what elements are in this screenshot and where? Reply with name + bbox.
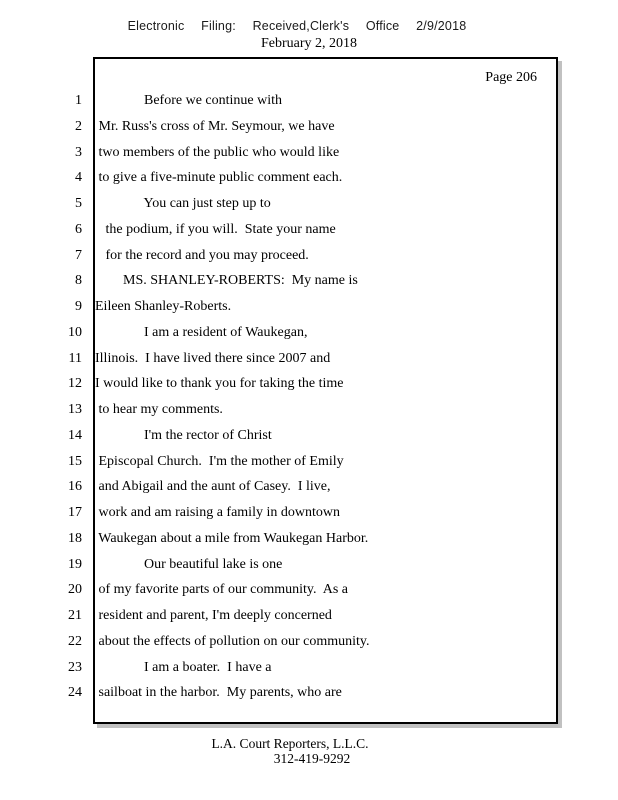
line-number: 4 (75, 170, 82, 186)
transcript-line (40, 449, 580, 475)
line-number: 16 (68, 479, 82, 495)
line-text: about the effects of pollution on our community. (95, 633, 370, 649)
line-text: work and am raising a family in downtown (95, 505, 340, 520)
line-text: two members of the public who would like (95, 144, 340, 160)
line-text: for the record and you may proceed. (95, 247, 309, 263)
line-text: of my favorite parts of our community. As a (95, 582, 348, 598)
line-text: I am a boater. I have a (95, 659, 272, 675)
transcript-line (40, 474, 580, 500)
line-number: 2 (75, 118, 82, 134)
line-text: sailboat in the harbor. My parents, who are (95, 685, 342, 701)
transcript-line (40, 140, 580, 166)
line-number: 15 (68, 453, 82, 469)
transcript-line (40, 294, 580, 320)
transcript-line (40, 346, 580, 372)
line-number: 22 (68, 633, 82, 649)
transcript-line (40, 217, 580, 243)
line-text: MS. SHANLEY-ROBERTS: My name is (95, 273, 358, 289)
line-number: 11 (68, 350, 82, 366)
transcript-line (40, 680, 580, 706)
line-text: and Abigail and the aunt of Casey. I live, (95, 479, 331, 495)
line-number: 9 (75, 299, 82, 314)
line-number: 7 (75, 247, 82, 263)
transcript-line (40, 577, 580, 603)
line-number: 13 (68, 402, 82, 417)
line-number: 6 (75, 221, 82, 237)
line-number: 18 (68, 530, 82, 546)
line-number: 23 (68, 659, 82, 675)
transcript-line (40, 397, 580, 423)
line-text: I would like to thank you for taking the time (95, 376, 344, 392)
transcript-line (40, 603, 580, 629)
line-number: 17 (68, 505, 82, 520)
transcript-line (40, 371, 580, 397)
transcript-line (40, 268, 580, 294)
line-text: to hear my comments. (95, 402, 223, 417)
line-number: 3 (75, 144, 82, 160)
footer-phone: 312-419-9292 (273, 751, 351, 766)
line-number: 5 (75, 196, 82, 211)
line-number: 10 (68, 324, 82, 340)
line-number: 1 (75, 93, 82, 108)
transcript-line (40, 655, 580, 681)
line-text: Eileen Shanley-Roberts. (95, 299, 232, 314)
line-text: Waukegan about a mile from Waukegan Harbor. (95, 530, 369, 546)
transcript-line (40, 88, 580, 114)
transcript-line (40, 552, 580, 578)
line-number: 8 (75, 273, 82, 289)
transcript-line (40, 629, 580, 655)
footer-company: L.A. Court Reporters, L.L.C. (211, 736, 369, 751)
hearing-date: February 2, 2018 (260, 36, 358, 51)
line-number: 12 (68, 376, 82, 392)
transcript-line (40, 423, 580, 449)
line-text: Illinois. I have lived there since 2007 and (95, 350, 331, 366)
line-number: 24 (68, 685, 82, 701)
line-text: Our beautiful lake is one (95, 556, 283, 572)
transcript-line (40, 243, 580, 269)
line-text: Episcopal Church. I'm the mother of Emily (95, 453, 344, 469)
line-text: resident and parent, I'm deeply concerned (95, 608, 332, 623)
transcript-line (40, 526, 580, 552)
line-number: 20 (68, 582, 82, 598)
line-number: 21 (68, 608, 82, 623)
transcript-line (40, 114, 580, 140)
line-text: Mr. Russ's cross of Mr. Seymour, we have (95, 118, 335, 134)
line-text: the podium, if you will. State your name (95, 221, 336, 237)
transcript-lines (40, 88, 580, 706)
line-text: Before we continue with (95, 93, 283, 108)
line-text: I am a resident of Waukegan, (95, 324, 308, 340)
line-text: to give a five-minute public comment each. (95, 170, 343, 186)
line-text: You can just step up to (95, 196, 271, 211)
page-number-label: Page 206 (485, 70, 537, 85)
line-number: 14 (68, 427, 82, 443)
line-number: 19 (68, 556, 82, 572)
line-text: I'm the rector of Christ (95, 427, 272, 443)
transcript-line (40, 320, 580, 346)
transcript-line (40, 500, 580, 526)
efiling-stamp: Electronic Filing: Received,Clerk's Office 2/9/2018 (127, 19, 467, 33)
transcript-line (40, 191, 580, 217)
transcript-line (40, 165, 580, 191)
